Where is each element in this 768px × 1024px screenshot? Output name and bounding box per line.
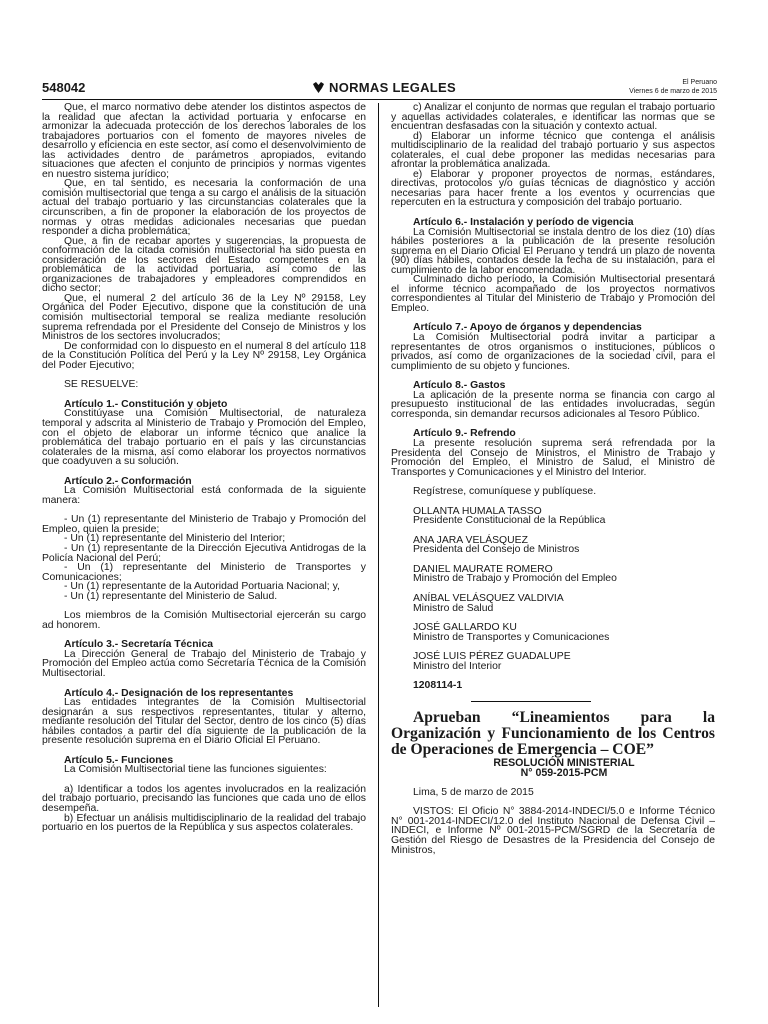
- paragraph: - Un (1) representante de la Autoridad Portuaria Nacional; y,: [64, 581, 340, 593]
- paragraph: - Un (1) representante del Ministerio del Interior;: [64, 533, 286, 545]
- paragraph: - Un (1) representante del Ministerio de Transportes y Comunicaciones;: [42, 562, 366, 583]
- article-heading: Artículo 6.- Instalación y período de vigencia: [413, 217, 634, 229]
- paragraph: Los miembros de la Comisión Multisectorial ejercerán su cargo ad honorem.: [42, 610, 366, 631]
- article-heading: Artículo 7.- Apoyo de órganos y dependencias: [413, 322, 642, 334]
- paragraph: c) Analizar el conjunto de normas que regulan el trabajo portuario y aquellas actividades colaterales, e identificar las normas que se encuentran desfasadas con la situación y contexto actual.: [391, 102, 715, 133]
- paragraph: Que, en tal sentido, es necesaria la conformación de una comisión multisectorial que tenga a su cargo el análisis de la situación actual del trabajo portuario y las circunstancias colaterales que la circunscriben, a fin de proponer la elaboración de los proyectos de normas y otras medidas adicionales necesarias que puedan responder a dicha problemática;: [42, 178, 366, 238]
- article-heading: Artículo 8.- Gastos: [413, 380, 506, 392]
- paragraph: Culminado dicho período, la Comisión Multisectorial presentará el informe técnico acompañado de los proyectos normativos correspondientes al Titular del Ministerio de Trabajo y Promoción del Empleo.: [391, 274, 715, 314]
- section-separator: [471, 701, 591, 702]
- signatory-name: ANÍBAL VELÁSQUEZ VALDIVIA: [413, 592, 564, 604]
- signatory-name: JOSÉ GALLARDO KU: [413, 622, 517, 634]
- paragraph: La Comisión Multisectorial se instala dentro de los diez (10) días hábiles posteriores a la publicación de la presente resolución suprema en el Diario Oficial El Peruano y tendrá un plazo de noventa (90) días hábiles, contados desde la fecha de su instalación, para el cumplimiento de la labor encomendada.: [391, 226, 715, 276]
- signatory-name: DANIEL MAURATE ROMERO: [413, 563, 553, 575]
- left-column: [42, 103, 366, 833]
- paragraph: e) Elaborar y proponer proyectos de normas, estándares, directivas, protocolos y/o guías técnicas de diagnóstico y acción necesarias para hacer frente a los eventos y ocurrencias que repercuten en la estructura y composición del trabajo portuario.: [391, 168, 715, 209]
- page-header: [42, 78, 717, 100]
- article-heading: Artículo 5.- Funciones: [64, 754, 174, 766]
- article-heading: Artículo 9.- Refrendo: [413, 428, 516, 440]
- article-heading: Artículo 2.- Conformación: [64, 475, 192, 487]
- publication-masthead: [312, 80, 456, 95]
- newspaper-name: El Peruano: [682, 79, 717, 86]
- paragraph: Que, a fin de recabar aportes y sugerencias, la propuesta de conformación de la citada comisión multisectorial ha sido puesta en consideración de los sectores del Estado competentes en la problemática de la actividad portuaria, así como de las organizaciones de trabajadores y empleadores comprendidos en dicho sector;: [42, 235, 366, 295]
- paragraph: - Un (1) representante de la Dirección Ejecutiva Antidrogas de la Policía Nacional del Perú;: [42, 542, 366, 564]
- resolution-headline: Aprueban “Lineamientos para la Organización y Funcionamiento de los Centros de Operaciones de Emergencia – COE”: [391, 708, 715, 758]
- publication-info: [629, 78, 717, 96]
- paragraph: d) Elaborar un informe técnico que contenga el análisis multidisciplinario de la realidad del trabajo portuario y sus aspectos colaterales, el cual debe proponer las medidas necesarias para afrontar la problemática analizada.: [391, 130, 715, 171]
- paragraph: Lima, 5 de marzo de 2015: [413, 786, 534, 798]
- resolution-number: N° 059-2015-PCM: [520, 766, 608, 779]
- header-rule: [42, 99, 717, 100]
- paragraph: VISTOS: El Oficio N° 3884-2014-INDECI/5.0 e Informe Técnico N° 001-2014-INDECI/12.0 del Instituto Nacional de Defensa Civil – INDECI, e Informe Nº 001-2015-PCM/SGRD de la Secretaría de Gestión del Riesgo de Desastres de la Presidencia del Consejo de Ministros,: [391, 806, 715, 856]
- publication-title: NORMAS LEGALES: [329, 80, 456, 95]
- paragraph: Que, el numeral 2 del artículo 36 de la Ley Nº 29158, Ley Orgánica del Poder Ejecutivo, dispone que la constitución de una comisión multisectorial temporal se realiza mediante resolución suprema refrendada por el Presidente del Consejo de Ministros y los Ministros de los sectores involucrados;: [42, 292, 366, 343]
- signatory-title: Ministro de Salud: [413, 602, 494, 614]
- publication-date: Viernes 6 de marzo de 2015: [629, 88, 717, 95]
- article-heading: Artículo 4.- Designación de los representantes: [64, 687, 294, 699]
- signatory-title: Ministro del Interior: [413, 660, 502, 672]
- right-column: [391, 103, 715, 855]
- article-heading: Artículo 3.- Secretaría Técnica: [64, 639, 213, 651]
- column-divider: [378, 103, 379, 1007]
- signatory-name: ANA JARA VELÁSQUEZ: [413, 534, 528, 546]
- paragraph: La Comisión Multisectorial está conformada de la siguiente manera:: [42, 485, 366, 506]
- paragraph: De conformidad con lo dispuesto en el numeral 8 del artículo 118 de la Constitución Política del Perú y la Ley Nº 29158, Ley Orgánica del Poder Ejecutivo;: [42, 340, 366, 371]
- document-code: 1208114-1: [413, 680, 463, 692]
- signatory-name: JOSÉ LUIS PÉREZ GUADALUPE: [413, 651, 571, 663]
- paragraph: Regístrese, comuníquese y publíquese.: [413, 486, 597, 498]
- paragraph: La aplicación de la presente norma se financia con cargo al presupuesto institucional de las entidades involucradas, según corresponda, sin demandar recursos adicionales al Tesoro Público.: [391, 389, 715, 420]
- paragraph: - Un (1) representante del Ministerio de Trabajo y Promoción del Empleo, quien la preside;: [42, 514, 366, 535]
- signatory-name: OLLANTA HUMALA TASSO: [413, 505, 542, 517]
- signatory-title: Presidenta del Consejo de Ministros: [413, 544, 580, 556]
- paragraph: b) Efectuar un análisis multidisciplinario de la realidad del trabajo portuario en los puertos de la República y sus aspectos colaterales.: [42, 812, 366, 834]
- signatory-title: Ministro de Transportes y Comunicaciones: [413, 631, 610, 643]
- page-number: 548042: [42, 80, 86, 95]
- paragraph: Constitúyase una Comisión Multisectorial, de naturaleza temporal y adscrita al Ministerio de Trabajo y Promoción del Empleo, con el objeto de elaborar un informe técnico que analice la problemática del trabajo portuario en el país y las circunstancias colaterales de la misma, así como elaborar los proyectos normativos que coadyuven a su solución.: [42, 408, 366, 468]
- paragraph: La Comisión Multisectorial tiene las funciones siguientes:: [64, 764, 327, 776]
- paragraph: La Comisión Multisectorial podrá invitar a participar a representantes de otros organismos o instituciones, públicos o privados, así como de organizaciones de la sociedad civil, para el cumplimiento de su objeto y funciones.: [391, 332, 715, 372]
- signatory-title: Presidente Constitucional de la República: [413, 515, 606, 527]
- paragraph: Que, el marco normativo debe atender los distintos aspectos de la realidad que afectan la actividad portuaria y enfocarse en armonizar la adecuada protección de los derechos laborales de los trabajadores portuarios con el fomento de mayores niveles de desarrollo y eficiencia en este sector, así como el desenvolvimiento de las actividades dentro de parámetros apropiados, evitando situaciones que afecten el conjunto de principios y normas vigentes en nuestro sistema jurídico;: [42, 102, 367, 180]
- signatory-title: Ministro de Trabajo y Promoción del Empleo: [413, 573, 617, 585]
- coat-of-arms-icon: [312, 82, 325, 93]
- paragraph: a) Identificar a todos los agentes involucrados en la realización del trabajo portuario, precisando las funciones que cada uno de ellos desempeña.: [42, 783, 366, 814]
- paragraph: Las entidades integrantes de la Comisión Multisectorial designarán a sus respectivos representantes, titular y alterno, mediante resolución del Titular del Sector, dentro de los cinco (5) días hábiles contados a partir del día siguiente de la publicación de la presente resolución suprema en el Diario Oficial El Peruano.: [42, 697, 366, 747]
- paragraph: La Dirección General de Trabajo del Ministerio de Trabajo y Promoción del Empleo actúa como Secretaría Técnica de la Comisión Multisectorial.: [42, 648, 366, 679]
- resolution-type: RESOLUCIÓN MINISTERIAL: [493, 756, 635, 769]
- paragraph: La presente resolución suprema será refrendada por la Presidenta del Consejo de Ministros, el Ministro de Trabajo y Promoción del Empleo, el Ministro de Salud, el Ministro de Transportes y Comunicaciones y el Ministro del Interior.: [391, 437, 715, 478]
- paragraph: - Un (1) representante del Ministerio de Salud.: [64, 590, 278, 602]
- article-heading: Artículo 1.- Constitución y objeto: [64, 398, 228, 410]
- paragraph: SE RESUELVE:: [64, 379, 139, 391]
